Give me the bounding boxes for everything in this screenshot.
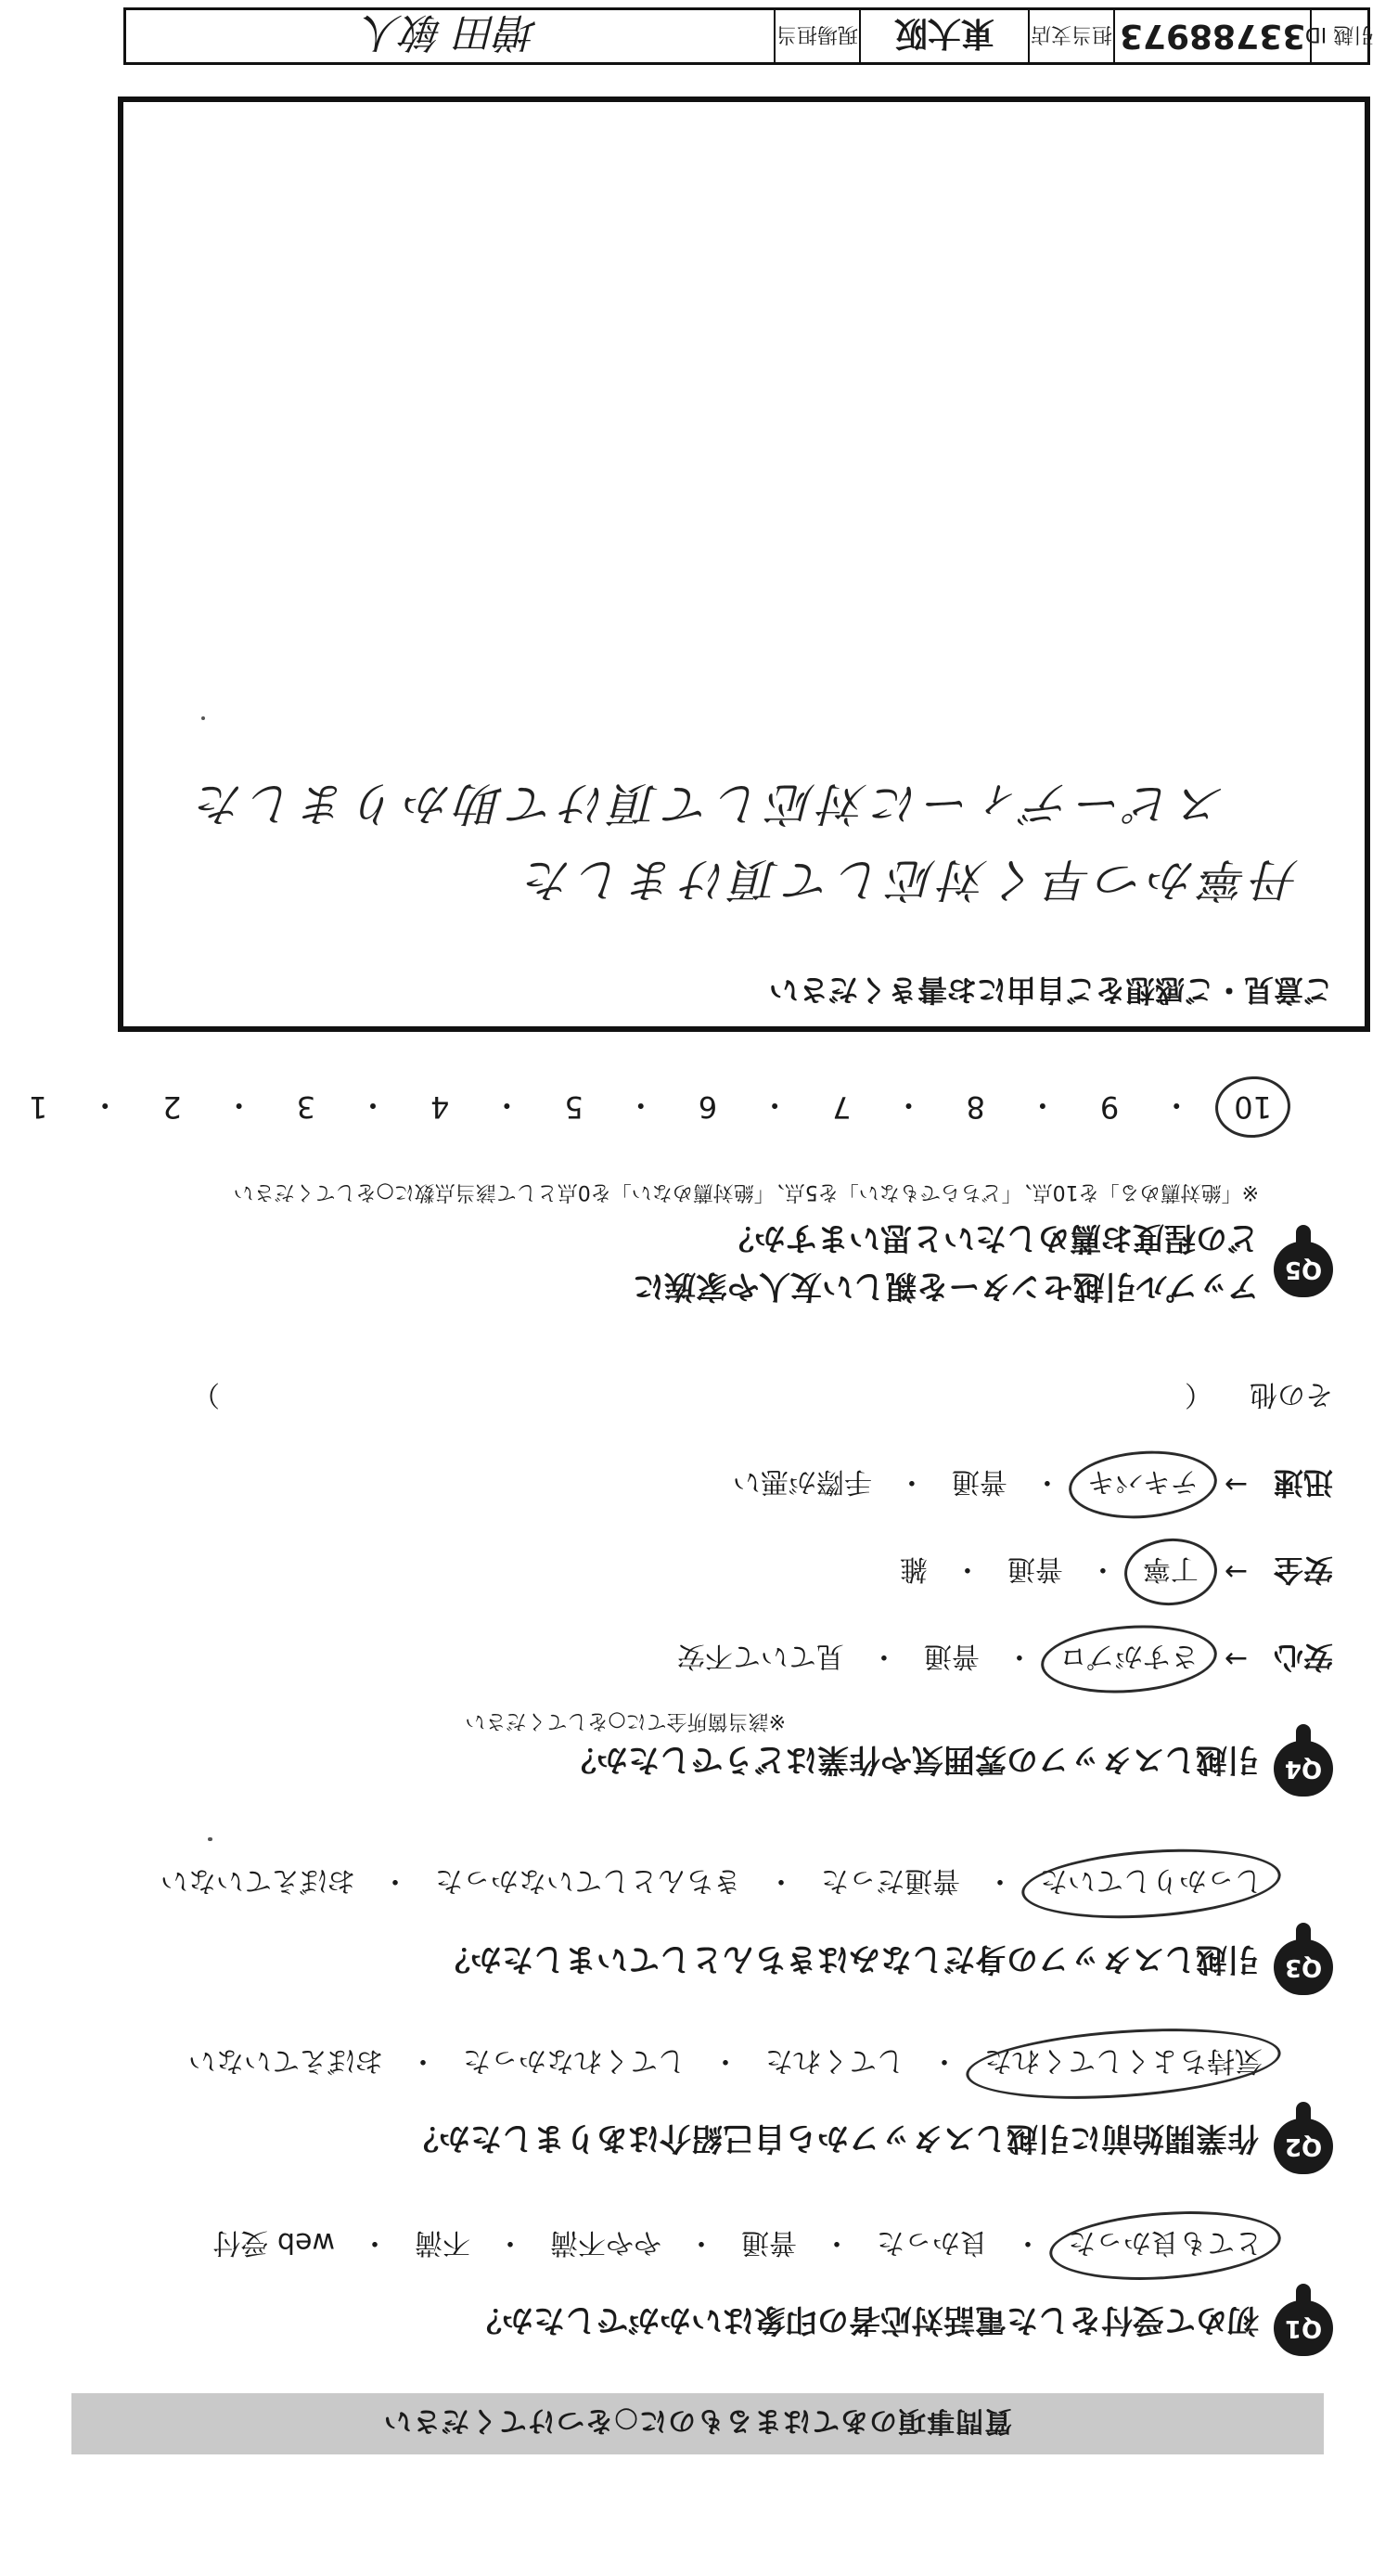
staff-info-table (123, 7, 1375, 65)
scan-speck (208, 1837, 212, 1841)
q2-question: 作業開始前に引越しスタッフから自己紹介はありましたか？ (407, 2119, 1259, 2157)
q5-score-10[interactable]: 10 (1228, 1088, 1277, 1127)
comment-title: ご意見・ご感想をご自由にお書きください (768, 972, 1333, 1008)
move-id-label: 引越 ID (1310, 10, 1367, 62)
q1-option-dissatisfied[interactable]: 不満 (415, 2226, 470, 2259)
q3-badge: Q3 (1274, 1939, 1333, 1995)
q1-option-good[interactable]: 良かった (877, 2226, 988, 2259)
q2-option-pleasant[interactable]: 気持ちよくしてくれた (979, 2041, 1268, 2086)
q4-option-brisk[interactable]: テキパキ (1082, 1462, 1204, 1507)
q5-score-2[interactable]: 2 (162, 1089, 182, 1125)
q3-option-neat[interactable]: しっかりしていた (1034, 1861, 1268, 1906)
q4-option-normal[interactable]: 普通 (923, 1640, 980, 1672)
q2-option-dont-remember[interactable]: おぼえていない (188, 2044, 383, 2077)
q1-option-somewhat-dissatisfied[interactable]: やや不満 (550, 2226, 661, 2259)
q3-option-dont-remember[interactable]: おぼえていない (160, 1864, 355, 1897)
q4-other-label: その他 (1250, 1378, 1333, 1410)
q5-question-line2: どの程度お薦めしたいと思いますか？ (723, 1219, 1259, 1256)
q4-option-careful[interactable]: 丁寧 (1137, 1550, 1204, 1594)
arrow-icon: → (1224, 1555, 1248, 1589)
branch-value: 東大阪 (859, 10, 1028, 62)
q4-category-label: 安全 (1273, 1552, 1333, 1588)
q2-option-did-not[interactable]: してくれなかった (463, 2044, 686, 2077)
q5-score-4[interactable]: 4 (430, 1089, 450, 1125)
q4-row-reassurance: 安心 → さすがプロ ・ 普通 ・ 見ていて不安 (672, 1637, 1333, 1681)
q4-option-normal[interactable]: 普通 (1007, 1552, 1063, 1585)
comment-handwritten-line2: スピーディーに対応して頂けて助かりました (192, 777, 1225, 831)
move-id-value: 33788973 (1113, 10, 1310, 62)
q3-option-normal[interactable]: 普通だった (821, 1864, 960, 1897)
q3-options: しっかりしていた ・ 普通だった ・ きちんとしていなかった ・ おぼえていない (155, 1861, 1268, 1906)
q4-note: ※該当箇所全てに○をしてください (465, 1709, 786, 1732)
q2-badge: Q2 (1274, 2119, 1333, 2174)
q5-score-7[interactable]: 7 (832, 1089, 852, 1125)
comment-box[interactable] (118, 97, 1370, 1032)
q4-option-anxious[interactable]: 見ていて不安 (676, 1640, 844, 1672)
staff-signature: 増田 敏人 (362, 8, 538, 56)
q5-question-line1: アップル引越センターを親しい友人や家族に (633, 1268, 1259, 1305)
q1-option-web[interactable]: web 受付 (212, 2226, 335, 2259)
arrow-icon: → (1224, 1642, 1248, 1676)
q1-option-very-good[interactable]: とても良かった (1062, 2223, 1268, 2268)
q4-option-clumsy[interactable]: 手際が悪い (732, 1465, 872, 1498)
q4-badge: Q4 (1274, 1741, 1333, 1797)
q5-score-8[interactable]: 8 (966, 1089, 985, 1125)
q1-options: とても良かった ・ 良かった ・ 普通 ・ やや不満 ・ 不満 ・ web 受付 (207, 2223, 1268, 2268)
q4-category-label: 迅速 (1273, 1465, 1333, 1501)
q4-other-open-paren: （ (1185, 1378, 1212, 1410)
q5-score-3[interactable]: 3 (296, 1089, 316, 1125)
q5-scale: 10 ・ 9 ・ 8 ・ 7 ・ 6 ・ 5 ・ 4 ・ 3 ・ 2 ・ 1 (0, 1086, 1277, 1128)
instruction-header (71, 2393, 1324, 2454)
q3-question: 引越しスタッフの身だしなみはきちんとしていましたか？ (439, 1940, 1259, 1977)
q2-option-did[interactable]: してくれた (765, 2044, 904, 2077)
comment-handwritten-line1: 丹寧かつ早く対応して頂けました (520, 853, 1300, 907)
q4-option-rough[interactable]: 雑 (899, 1552, 928, 1585)
q4-option-pro[interactable]: さすがプロ (1054, 1637, 1204, 1681)
q5-badge: Q5 (1274, 1242, 1333, 1297)
q3-option-not-neat[interactable]: きちんとしていなかった (435, 1864, 741, 1897)
q5-score-1[interactable]: 1 (28, 1089, 48, 1125)
scan-speck (201, 716, 205, 720)
q5-note: ※「絶対薦める」を10点、「どちらでもない」を5点、「絶対薦めない」を0点として該当点数に○をしてください (233, 1180, 1259, 1204)
q1-badge: Q1 (1274, 2300, 1333, 2356)
q1-question: 初めて受付をした電話対応者の印象はいかがでしたか？ (470, 2301, 1259, 2338)
q2-options: 気持ちよくしてくれた ・ してくれた ・ してくれなかった ・ おぼえていない (183, 2041, 1268, 2086)
q4-row-safety: 安全 → 丁寧 ・ 普通 ・ 雑 (894, 1550, 1333, 1594)
q5-score-9[interactable]: 9 (1099, 1089, 1120, 1125)
q4-option-normal[interactable]: 普通 (951, 1465, 1007, 1498)
arrow-icon: → (1224, 1468, 1248, 1501)
branch-label: 担当支店 (1028, 10, 1113, 62)
q4-row-other (192, 1377, 1333, 1418)
q5-score-5[interactable]: 5 (564, 1089, 584, 1125)
q5-score-6[interactable]: 6 (698, 1089, 718, 1125)
q4-row-speed: 迅速 → テキパキ ・ 普通 ・ 手際が悪い (727, 1462, 1333, 1507)
q4-question: 引越しスタッフの雰囲気や作業はどうでしたか？ (565, 1741, 1259, 1778)
staff-label: 現場担当 (774, 10, 859, 62)
q4-other-close-paren: ） (192, 1378, 220, 1410)
q4-category-label: 安心 (1273, 1640, 1333, 1675)
instruction-text: 質問事項のあてはまるものに○をつけてください (382, 2404, 1013, 2437)
q1-option-normal[interactable]: 普通 (741, 2226, 797, 2259)
